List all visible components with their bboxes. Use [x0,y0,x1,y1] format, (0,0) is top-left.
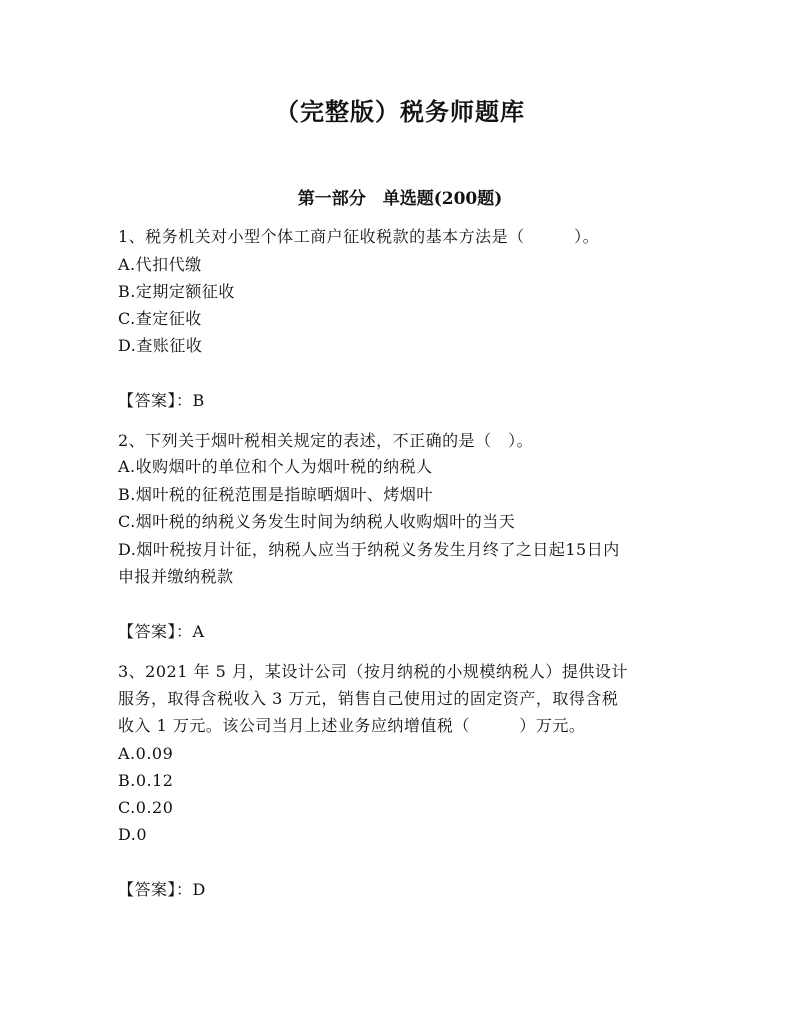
section-title: 第一部分 单选题(200题) [297,189,503,209]
question-2-option-c: C.烟叶税的纳税义务发生时间为纳税人收购烟叶的当天 [118,512,516,531]
question-1-option-a: A.代扣代缴 [118,255,202,274]
question-1-option-c: C.查定征收 [118,309,202,328]
question-3-stem-line-2: 服务，取得含税收入 3 万元，销售自己使用过的固定资产，取得含税 [118,689,619,708]
question-2-option-d-cont: 申报并缴纳税款 [118,567,234,586]
question-3-option-b: B.0.12 [118,771,174,790]
question-3-option-a: A.0.09 [118,744,174,763]
question-2-option-a: A.收购烟叶的单位和个人为烟叶税的纳税人 [118,457,433,476]
question-1-stem: 1、税务机关对小型个体工商户征收税款的基本方法是（ ）。 [118,227,600,246]
question-2-option-d: D.烟叶税按月计征，纳税人应当于纳税义务发生月终了之日起15日内 [118,540,620,559]
question-3-stem-line-3: 收入 1 万元。该公司当月上述业务应纳增值税（ ）万元。 [118,716,586,735]
question-2-answer: 【答案】：A [118,622,205,641]
question-3-option-d: D.0 [118,825,148,844]
question-2-option-b: B.烟叶税的征税范围是指晾晒烟叶、烤烟叶 [118,485,433,504]
question-2-stem: 2、下列关于烟叶税相关规定的表述，不正确的是（ ）。 [118,431,534,450]
question-1-option-d: D.查账征收 [118,336,203,355]
question-3-option-c: C.0.20 [118,798,174,817]
question-3-answer: 【答案】：D [118,880,206,899]
document-title: （完整版）税务师题库 [275,97,525,126]
question-1-answer: 【答案】：B [118,391,205,410]
question-1-option-b: B.定期定额征收 [118,282,235,301]
question-3-stem-line-1: 3、2021 年 5 月，某设计公司（按月纳税的小规模纳税人）提供设计 [118,662,628,681]
